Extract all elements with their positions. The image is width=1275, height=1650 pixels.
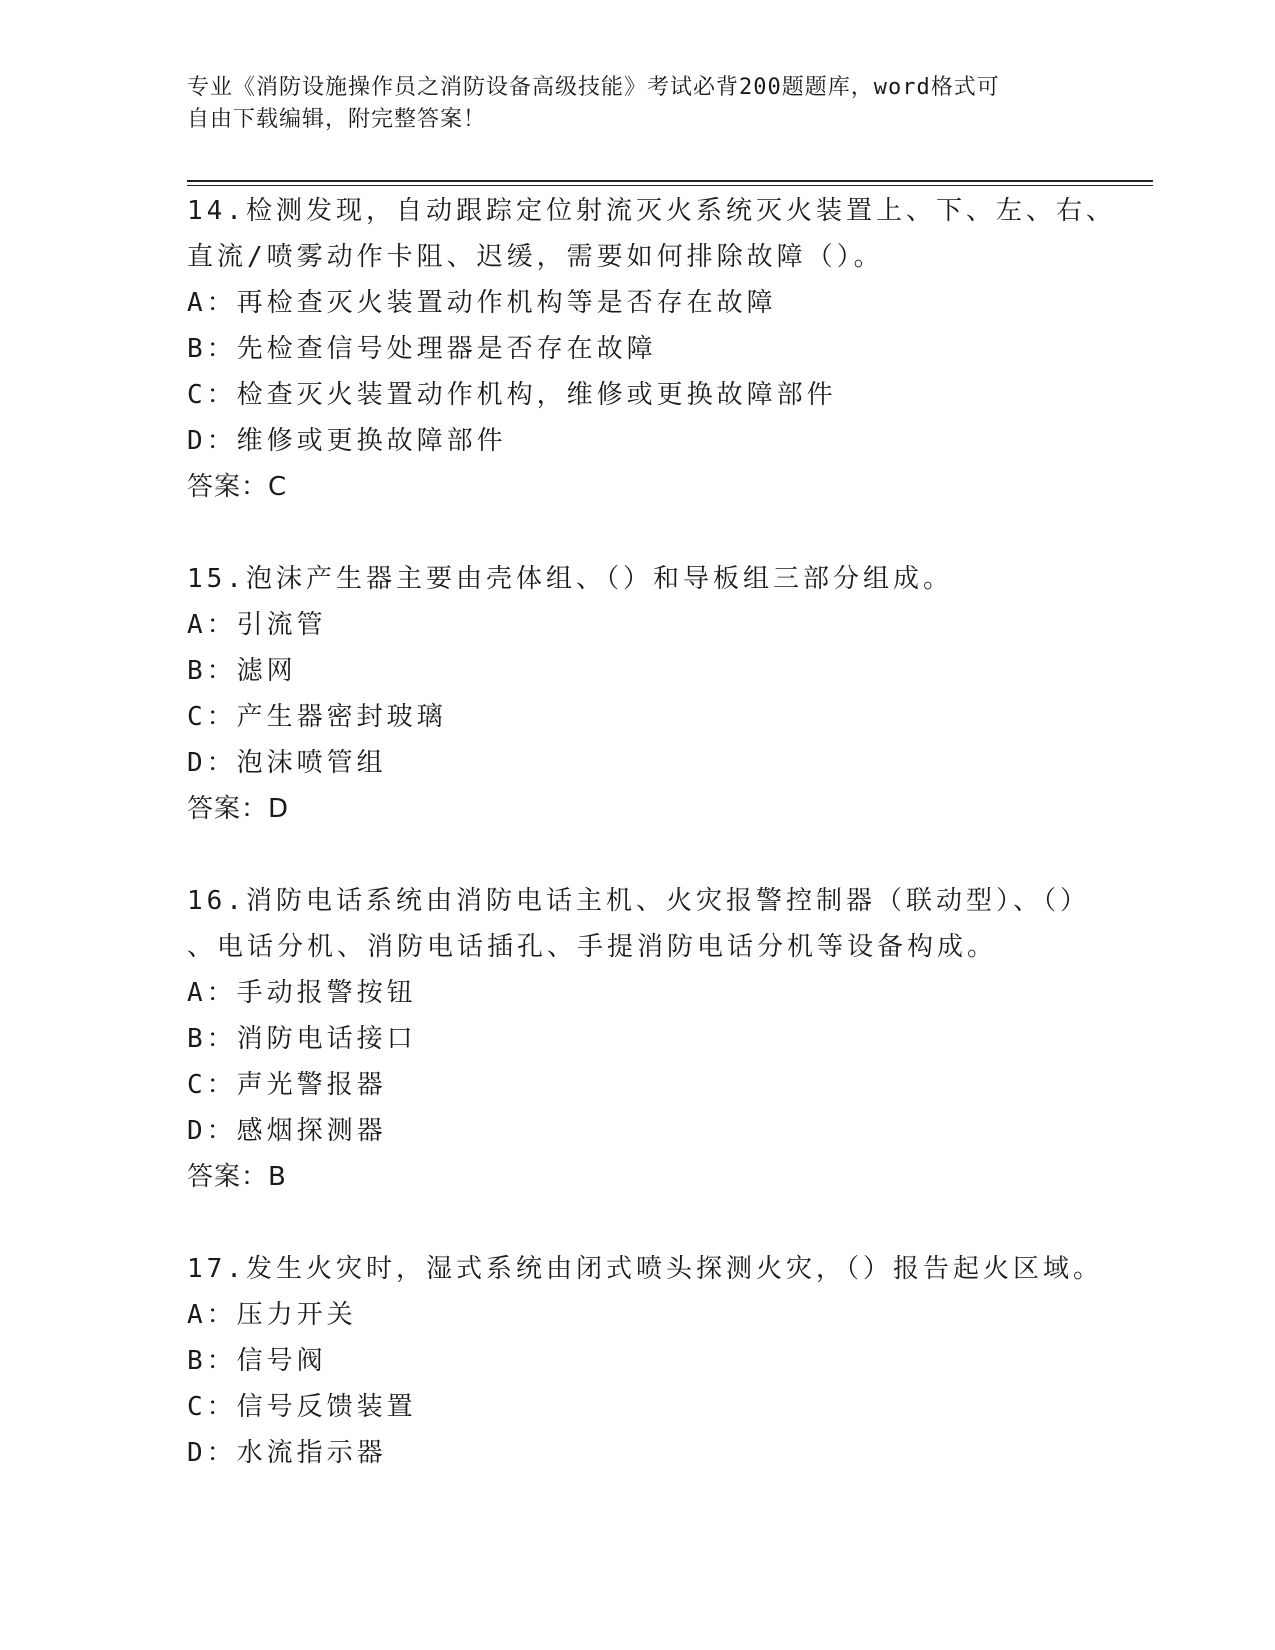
option-a: A：压力开关 [187, 1300, 357, 1330]
option-a: A：再检查灭火装置动作机构等是否存在故障 [187, 288, 777, 318]
option-d: D：维修或更换故障部件 [187, 426, 507, 456]
question-text: 17.发生火灾时，湿式系统由闭式喷头探测火灾，（）报告起火区域。 [187, 1254, 1103, 1284]
option-d: D：水流指示器 [187, 1438, 387, 1468]
option-b: B：消防电话接口 [187, 1024, 417, 1054]
answer: 答案：B [187, 1162, 287, 1192]
option-d: D：感烟探测器 [187, 1116, 387, 1146]
header-rule-thick [187, 180, 1153, 182]
header-line-2: 自由下载编辑，附完整答案！ [187, 107, 487, 132]
option-d: D：泡沫喷管组 [187, 748, 387, 778]
question-14 [187, 188, 1147, 510]
question-text: 15.泡沫产生器主要由壳体组、（）和导板组三部分组成。 [187, 564, 953, 594]
question-text: 直流/喷雾动作卡阻、迟缓，需要如何排除故障（）。 [187, 242, 884, 272]
question-list [187, 188, 1147, 1522]
option-a: A：引流管 [187, 610, 327, 640]
question-16 [187, 878, 1147, 1200]
question-text: 14.检测发现，自动跟踪定位射流灭火系统灭火装置上、下、左、右、 [187, 196, 1116, 226]
option-b: B：滤网 [187, 656, 297, 686]
question-15 [187, 556, 1147, 832]
answer: 答案：D [187, 794, 290, 824]
option-a: A：手动报警按钮 [187, 978, 417, 1008]
option-b: B：信号阀 [187, 1346, 327, 1376]
option-c: C：产生器密封玻璃 [187, 702, 447, 732]
option-c: C：检查灭火装置动作机构，维修或更换故障部件 [187, 380, 837, 410]
question-text: 16.消防电话系统由消防电话主机、火灾报警控制器（联动型）、（） [187, 886, 1090, 916]
option-b: B：先检查信号处理器是否存在故障 [187, 334, 657, 364]
header-line-1: 专业《消防设施操作员之消防设备高级技能》考试必背200题题库，word格式可 [187, 75, 1000, 100]
document-header [187, 72, 1067, 136]
header-rule-thin [187, 185, 1153, 186]
question-17 [187, 1246, 1147, 1476]
option-c: C：声光警报器 [187, 1070, 387, 1100]
option-c: C：信号反馈装置 [187, 1392, 417, 1422]
question-text: 、电话分机、消防电话插孔、手提消防电话分机等设备构成。 [187, 932, 998, 962]
answer: 答案：C [187, 472, 288, 502]
